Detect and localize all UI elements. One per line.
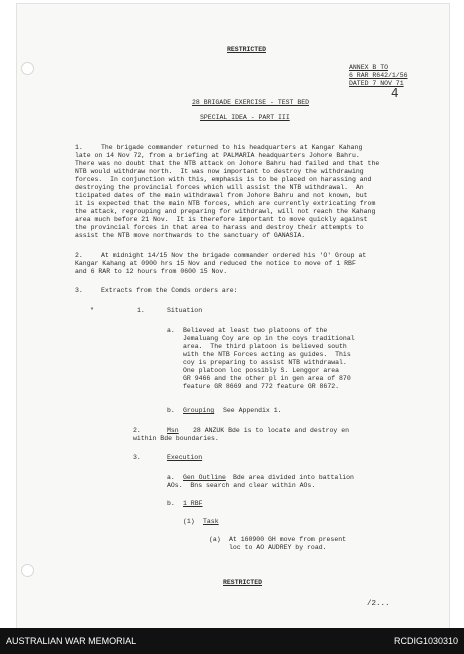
para2-line: At midnight 14/15 Nov the brigade commander ordered his 'O' Group at xyxy=(101,252,367,259)
para1-line: The brigade commander returned to his headquarters at Kangar Kahang xyxy=(101,144,363,151)
classification-footer: RESTRICTED xyxy=(223,579,263,586)
para1-line: the provincial forces in that area to harass and destroy their attempts to xyxy=(75,224,364,231)
item-letter: b. xyxy=(167,407,175,414)
item-letter: b. xyxy=(167,500,175,507)
para1-line: assist the NTB move northwards to the sanctuary of GANASIA. xyxy=(75,232,306,239)
annex-ref-line: DATED 7 NOV 71 xyxy=(349,80,404,87)
situation-line: feature GR 8669 and 772 feature GR 8672. xyxy=(183,383,340,390)
para1-line: area much before 21 Nov. It is therefore important to move quickly against xyxy=(75,216,368,223)
grouping-heading: Grouping xyxy=(183,407,215,414)
gen-outline-line: Bde area divided into battalion xyxy=(233,474,354,481)
situation-line: One platoon loc possibly S. Lenggor area xyxy=(183,367,340,374)
para2-line: Kangar Kahang at 0900 hrs 15 Nov and reduced the notice to move of 1 RBF xyxy=(75,260,356,267)
para1-line: forces. In conjunction with this, emphasis is to be placed on harassing and xyxy=(75,176,372,183)
page-continuation: /2... xyxy=(367,600,390,608)
quote-mark: " xyxy=(90,307,94,314)
para1-line: late on 14 Nov 72, from a briefing at PALMARIA headquarters Johore Bahru. xyxy=(75,152,360,159)
situation-line: with the NTB Forces acting as guides. This xyxy=(183,351,351,358)
para1-line: There was no doubt that the NTB attack on Johore Bahru had failed and that the xyxy=(75,160,380,167)
task-line: loc to AO AUDREY by road. xyxy=(229,544,327,551)
archive-reference: RCDIG1030310 xyxy=(393,636,458,646)
situation-line: GR 9466 and the other pl in gen area of 870 xyxy=(183,375,351,382)
classification-header: RESTRICTED xyxy=(227,46,267,53)
para3-text: Extracts from the Comds orders are: xyxy=(101,287,238,294)
gen-outline-heading: Gen Outline xyxy=(183,474,226,481)
sub-number: (1) xyxy=(183,518,195,525)
para1-line: it is expected that the main NTB forces, which are currently extricating from xyxy=(75,200,376,207)
mission-heading: Msn xyxy=(167,427,179,434)
situation-line: Believed at least two platoons of the xyxy=(183,327,328,334)
document-page xyxy=(16,3,450,629)
para2-line: and 6 RAR to 12 hours from 0600 15 Nov. xyxy=(75,268,228,275)
gen-outline-line: AOs. Bns search and clear within AOs. xyxy=(167,482,316,489)
document-title: 28 BRIGADE EXERCISE - TEST BED xyxy=(192,99,310,106)
punch-hole xyxy=(21,62,34,75)
sub-number: 2. xyxy=(133,427,141,434)
task-heading: Task xyxy=(203,518,219,525)
handwritten-mark: 4 xyxy=(391,86,399,100)
document-subtitle: SPECIAL IDEA - PART III xyxy=(200,114,290,121)
sub-number: 1. xyxy=(137,307,145,314)
mission-line: within Bde boundaries. xyxy=(133,435,219,442)
mission-line: 28 ANZUK Bde is to locate and destroy en xyxy=(193,427,350,434)
para1-line: the attack, regrouping and preparing for withdrawl, will not reach the Kahang xyxy=(75,208,376,215)
punch-hole xyxy=(21,564,34,577)
para1-line: destroying the provincial forces which will assist the NTB withdrawal. An xyxy=(75,184,364,191)
item-letter: a. xyxy=(167,474,175,481)
sub-number: 3. xyxy=(133,454,141,461)
para1-line: NTB would withdraw north. It was now important to destroy the withdrawing xyxy=(75,168,364,175)
grouping-text: See Appendix 1. xyxy=(223,407,282,414)
unit-heading: 1 RBF xyxy=(183,500,203,507)
para-number: 1. xyxy=(75,144,83,151)
item-letter: (a) xyxy=(209,536,221,543)
archive-name: AUSTRALIAN WAR MEMORIAL xyxy=(6,636,137,646)
annex-ref-line: 6 RAR R642/1/56 xyxy=(349,72,408,79)
para1-line: ticipated dates of the main withdrawal from Johore Bahru and not known, but xyxy=(75,192,368,199)
para-number: 2. xyxy=(75,252,83,259)
annex-ref-line: ANNEX B TO xyxy=(349,64,389,71)
situation-line: coy is preparing to assist NTB withdrawal. xyxy=(183,359,347,366)
para-number: 3. xyxy=(75,287,83,294)
situation-heading: Situation xyxy=(167,307,203,314)
situation-line: area. The third platoon is believed south xyxy=(183,343,347,350)
item-letter: a. xyxy=(167,327,175,334)
task-line: At 160900 GH move from present xyxy=(229,536,347,543)
execution-heading: Execution xyxy=(167,454,203,461)
archive-footer-bar xyxy=(0,628,464,654)
situation-line: Jemaluang Coy are op in the coys traditional xyxy=(183,335,355,342)
